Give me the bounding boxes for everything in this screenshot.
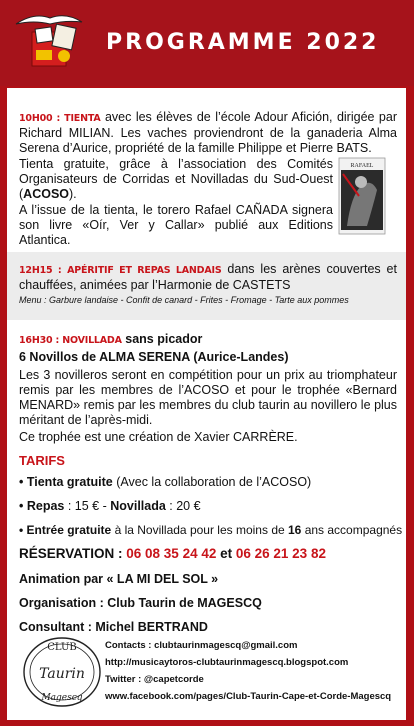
tarif-tienta: • Tienta gratuite (Avec la collaboration de l’ACOSO) bbox=[19, 475, 312, 489]
acoso-paragraph: Tienta gratuite, grâce à l’association des Comités Organisateurs de Corridas et Novilladas du Sud-Ouest (ACOSO). bbox=[19, 157, 333, 201]
program-panel bbox=[7, 88, 406, 720]
tarif-repas: • Repas : 15 € - Novillada : 20 € bbox=[19, 499, 201, 513]
novillada-time-label: 16H30 : NOVILLADA bbox=[19, 335, 122, 346]
svg-text:Magescq: Magescq bbox=[41, 693, 83, 703]
novillada-heading: 16H30 : NOVILLADA sans picador bbox=[19, 332, 203, 346]
animation-line: Animation par « LA MI DEL SOL » bbox=[19, 572, 219, 586]
tarif-entree: • Entrée gratuite à la Novillada pour les moins de 16 ans accompagnés bbox=[19, 523, 403, 537]
repas-paragraph: 12H15 : APÉRITIF ET REPAS LANDAIS dans les arènes couvertes et chauffées, animées par l’Harmonie de CASTETS bbox=[19, 262, 397, 292]
novillos-headline: 6 Novillos de ALMA SERENA (Aurice-Landes) bbox=[19, 350, 289, 364]
section-repas bbox=[7, 252, 406, 320]
trophy-line: Ce trophée est une création de Xavier CARRÈRE. bbox=[19, 430, 298, 444]
tienta-paragraph bbox=[19, 110, 397, 156]
reservation-line: RÉSERVATION : 06 08 35 24 42 et 06 26 21 23 82 bbox=[19, 546, 326, 561]
book-paragraph: A l’issue de la tienta, le torero Rafael CAÑADA signera son livre «Oír, Ver y Callar» publié aux Editions Atlantica. bbox=[19, 203, 333, 247]
section-tienta bbox=[7, 88, 406, 248]
book-title: RAFAEL bbox=[350, 163, 374, 169]
svg-text:Taurin: Taurin bbox=[39, 666, 85, 682]
section-novillada bbox=[7, 324, 406, 720]
tienta-time-label: 10H00 : TIENTA bbox=[19, 113, 101, 124]
tarifs-heading: TARIFS bbox=[19, 453, 65, 468]
tienta-text: avec les élèves de l’école Adour Afición, dirigée par Richard MILIAN. Les vaches proviendront de la ganaderia Alma Serena d’Aurice, propriété de la famille Philippe et Pierre BATS. bbox=[19, 110, 397, 155]
contact-blog-link[interactable]: http://musicaytoros-clubtaurinmagescq.blogspot.com bbox=[105, 657, 349, 668]
contact-twitter[interactable]: Twitter : @capetcorde bbox=[105, 674, 204, 685]
organisation-line: Organisation : Club Taurin de MAGESCQ bbox=[19, 596, 262, 610]
consultant-line: Consultant : Michel BERTRAND bbox=[19, 620, 208, 634]
phone-2[interactable]: 06 26 21 23 82 bbox=[235, 546, 326, 561]
club-taurin-logo bbox=[17, 630, 107, 712]
contact-facebook-link[interactable]: www.facebook.com/pages/Club-Taurin-Cape-et-Corde-Magescq bbox=[105, 691, 392, 702]
contact-email[interactable]: Contacts : clubtaurinmagescq@gmail.com bbox=[105, 640, 298, 651]
menu-line: Menu : Garbure landaise - Confit de canard - Frites - Fromage - Tarte aux pommes bbox=[19, 295, 349, 305]
phone-1[interactable]: 06 08 35 24 42 bbox=[126, 546, 217, 561]
festival-logo bbox=[14, 10, 84, 72]
page-title: PROGRAMME 2022 bbox=[106, 30, 380, 55]
svg-text:CLUB: CLUB bbox=[47, 642, 77, 653]
header-banner bbox=[0, 0, 414, 86]
book-cover-image bbox=[337, 156, 387, 236]
acoso-bold: ACOSO bbox=[23, 187, 70, 201]
novillada-paragraph: Les 3 novilleros seront en compétition pour un prix au triomphateur remis par les membres de l’ACOSO et pour le trophée «Bernard MENARD» remis par les membres du club taurin au novillero le plus méritant de l’après-midi. bbox=[19, 368, 397, 427]
repas-time-label: 12H15 : APÉRITIF ET REPAS LANDAIS bbox=[19, 265, 222, 276]
